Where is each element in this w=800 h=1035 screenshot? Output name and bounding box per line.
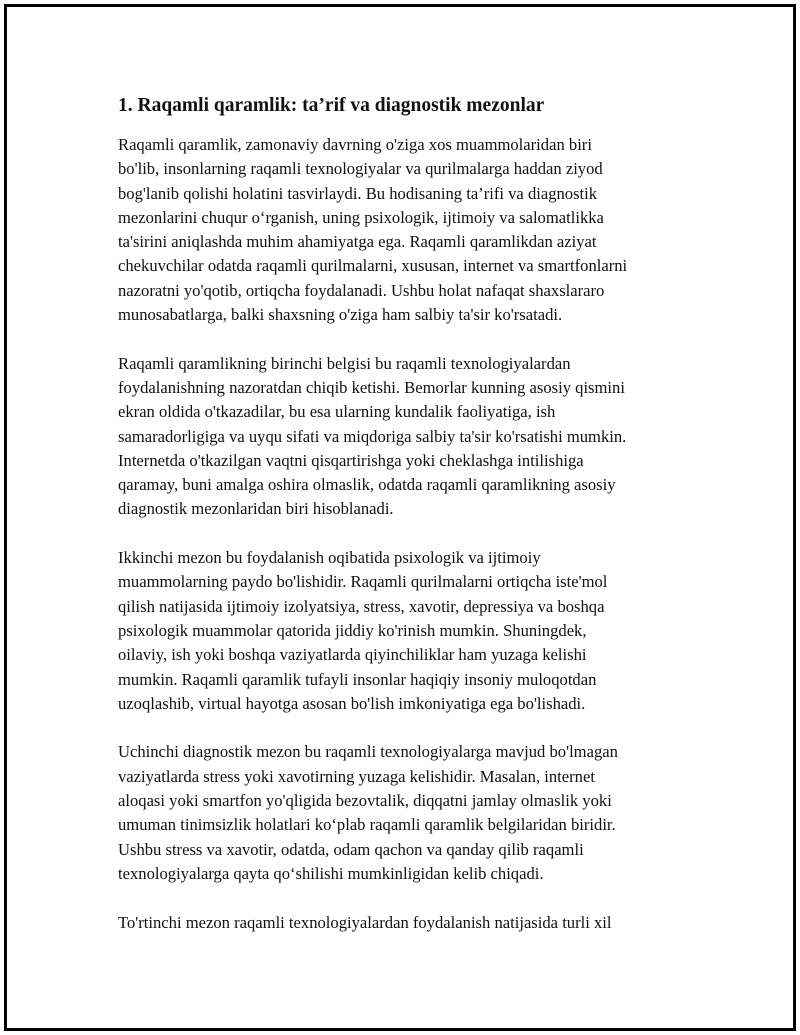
paragraph: [118, 546, 698, 716]
text-line: Uchinchi diagnostik mezon bu raqamli texnologiyalarga mavjud bo'lmagan: [118, 742, 618, 762]
text-line: aloqasi yoki smartfon yo'qligida bezovtalik, diqqatni jamlay olmaslik yoki: [118, 791, 612, 811]
text-line: texnologiyalarga qayta qo‘shilishi mumkinligidan kelib chiqadi.: [118, 863, 544, 883]
text-line: munosabatlarga, balki shaxsning o'ziga ham salbiy ta'sir ko'rsatadi.: [118, 305, 563, 325]
text-line: To'rtinchi mezon raqamli texnologiyalardan foydalanish natijasida turli xil: [118, 912, 612, 932]
text-line: qilish natijasida ijtimoiy izolyatsiya, stress, xavotir, depressiya va boshqa: [118, 596, 605, 616]
text-line: muammolarning paydo bo'lishidir. Raqamli qurilmalarni ortiqcha iste'mol: [118, 572, 608, 592]
paragraph: [118, 911, 698, 935]
text-line: bo'lib, insonlarning raqamli texnologiyalar va qurilmalarga haddan ziyod: [118, 159, 603, 179]
text-line: Ikkinchi mezon bu foydalanish oqibatida psixologik va ijtimoiy: [118, 548, 541, 568]
text-line: bog'lanib qolishi holatini tasvirlaydi. Bu hodisaning ta’rifi va diagnostik: [118, 183, 598, 203]
text-line: ekran oldida o'tkazadilar, bu esa ularning kundalik faoliyatiga, ish: [118, 402, 556, 422]
paragraph: [118, 352, 698, 522]
text-line: nazoratni yo'qotib, ortiqcha foydalanadi. Ushbu holat nafaqat shaxslararo: [118, 280, 605, 300]
text-line: psixologik muammolar qatorida jiddiy ko'rinish mumkin. Shuningdek,: [118, 620, 587, 640]
text-line: vaziyatlarda stress yoki xavotirning yuzaga kelishidir. Masalan, internet: [118, 766, 595, 786]
text-line: uzoqlashib, virtual hayotga asosan bo'lish imkoniyatiga ega bo'lishadi.: [118, 693, 586, 713]
text-line: Raqamli qaramlik, zamonaviy davrning o'ziga xos muammolaridan biri: [118, 135, 592, 154]
paragraph: [118, 133, 698, 327]
text-line: samaradorligiga va uyqu sifati va miqdoriga salbiy ta'sir ko'rsatishi mumkin.: [118, 426, 627, 446]
paragraph: [118, 740, 698, 886]
text-line: qaramay, buni amalga oshira olmaslik, odatda raqamli qaramlikning asosiy: [118, 475, 616, 495]
text-line: diagnostik mezonlaridan biri hisoblanadi.: [118, 499, 394, 519]
text-line: foydalanishning nazoratdan chiqib ketishi. Bemorlar kunning asosiy qismini: [118, 377, 625, 397]
text-line: Internetda o'tkazilgan vaqtni qisqartirishga yoki cheklashga intilishiga: [118, 450, 584, 470]
text-line: ta'sirini aniqlashda muhim ahamiyatga ega. Raqamli qaramlikdan aziyat: [118, 232, 597, 252]
document-body: [118, 93, 698, 959]
text-line: Ushbu stress va xavotir, odatda, odam qachon va qanday qilib raqamli: [118, 839, 584, 859]
text-line: mezonlarini chuqur o‘rganish, uning psixologik, ijtimoiy va salomatlikka: [118, 207, 604, 227]
text-line: mumkin. Raqamli qaramlik tufayli insonlar haqiqiy insoniy muloqotdan: [118, 669, 597, 689]
text-line: Raqamli qaramlikning birinchi belgisi bu raqamli texnologiyalardan: [118, 353, 571, 373]
text-line: oilaviy, ish yoki boshqa vaziyatlarda qiyinchiliklar ham yuzaga kelishi: [118, 645, 587, 665]
text-line: chekuvchilar odatda raqamli qurilmalarni, xususan, internet va smartfonlarni: [118, 256, 628, 276]
section-heading: 1. Raqamli qaramlik: ta’rif va diagnostik mezonlar: [118, 95, 545, 116]
paragraph-list: [118, 133, 698, 935]
text-line: umuman tinimsizlik holatlari ko‘plab raqamli qaramlik belgilaridan biridir.: [118, 815, 616, 835]
